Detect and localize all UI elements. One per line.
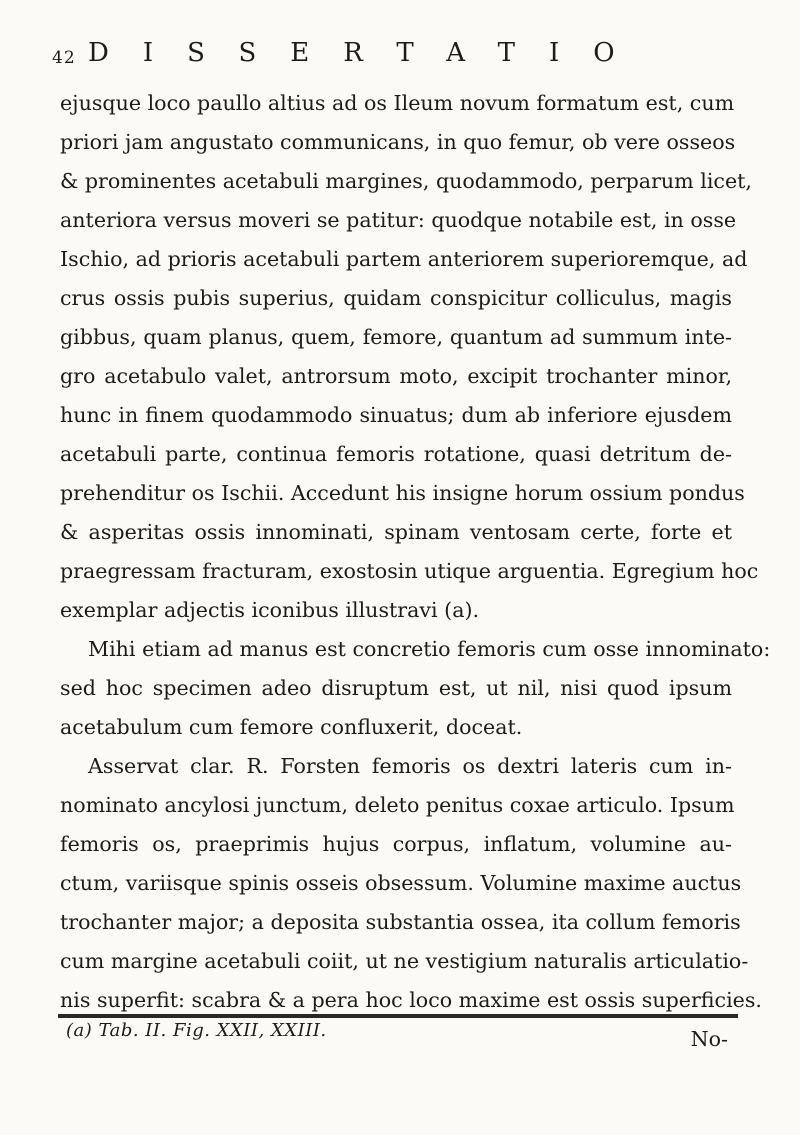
text-line: & prominentes acetabuli margines, quodammodo, perparum licet, [60,169,752,193]
text-line: & asperitas ossis innominati, spinam ventosam certe, forte et [60,520,732,544]
text-line: cum margine acetabuli coiit, ut ne vestigium naturalis articulatio- [60,949,749,973]
body-text [60,84,771,1059]
text-line: priori jam angustato communicans, in quo femur, ob vere osseos [60,130,736,154]
footnote-rule [58,1014,738,1018]
text-line: nis superfit: scabra & a pera hoc loco maxime est ossis superficies. [60,988,762,1012]
text-line: Asservat clar. R. Forsten femoris os dextri lateris cum in- [88,754,732,778]
text-line: exemplar adjectis iconibus illustravi (a). [60,598,480,622]
catchword: No- [690,1027,728,1051]
text-line: ejusque loco paullo altius ad os Ileum novum formatum est, cum [60,91,735,115]
running-head: DISSERTATIO [88,38,649,68]
text-line: acetabulum cum femore confluxerit, doceat. [60,715,523,739]
text-line: acetabuli parte, continua femoris rotatione, quasi detritum de- [60,442,732,466]
text-line: ctum, variisque spinis osseis obsessum. Volumine maxime auctus [60,871,742,895]
text-line: nominato ancylosi junctum, deleto penitus coxae articulo. Ipsum [60,793,735,817]
text-line: trochanter major; a deposita substantia ossea, ita collum femoris [60,910,741,934]
text-line: prehenditur os Ischii. Accedunt his insigne horum ossium pondus [60,481,745,505]
text-line: anteriora versus moveri se patitur: quodque notabile est, in osse [60,208,737,232]
text-line: hunc in finem quodammodo sinuatus; dum ab inferiore ejusdem [60,403,732,427]
text-line: praegressam fracturam, exostosin utique arguentia. Egregium hoc [60,559,759,583]
text-line: femoris os, praeprimis hujus corpus, inflatum, volumine au- [60,832,732,856]
text-line: Ischio, ad prioris acetabuli partem anteriorem superioremque, ad [60,247,748,271]
text-line: crus ossis pubis superius, quidam conspicitur colliculus, magis [60,286,732,310]
text-line: gro acetabulo valet, antrorsum moto, excipit trochanter minor, [60,364,732,388]
text-line: Mihi etiam ad manus est concretio femoris cum osse innominato: [88,637,771,661]
footnote: (a) Tab. II. Fig. XXII, XXIII. [66,1020,327,1041]
page-number: 42 [52,48,76,68]
text-line: sed hoc specimen adeo disruptum est, ut nil, nisi quod ipsum [60,676,732,700]
text-line: gibbus, quam planus, quem, femore, quantum ad summum inte- [60,325,732,349]
page-header [50,30,750,74]
